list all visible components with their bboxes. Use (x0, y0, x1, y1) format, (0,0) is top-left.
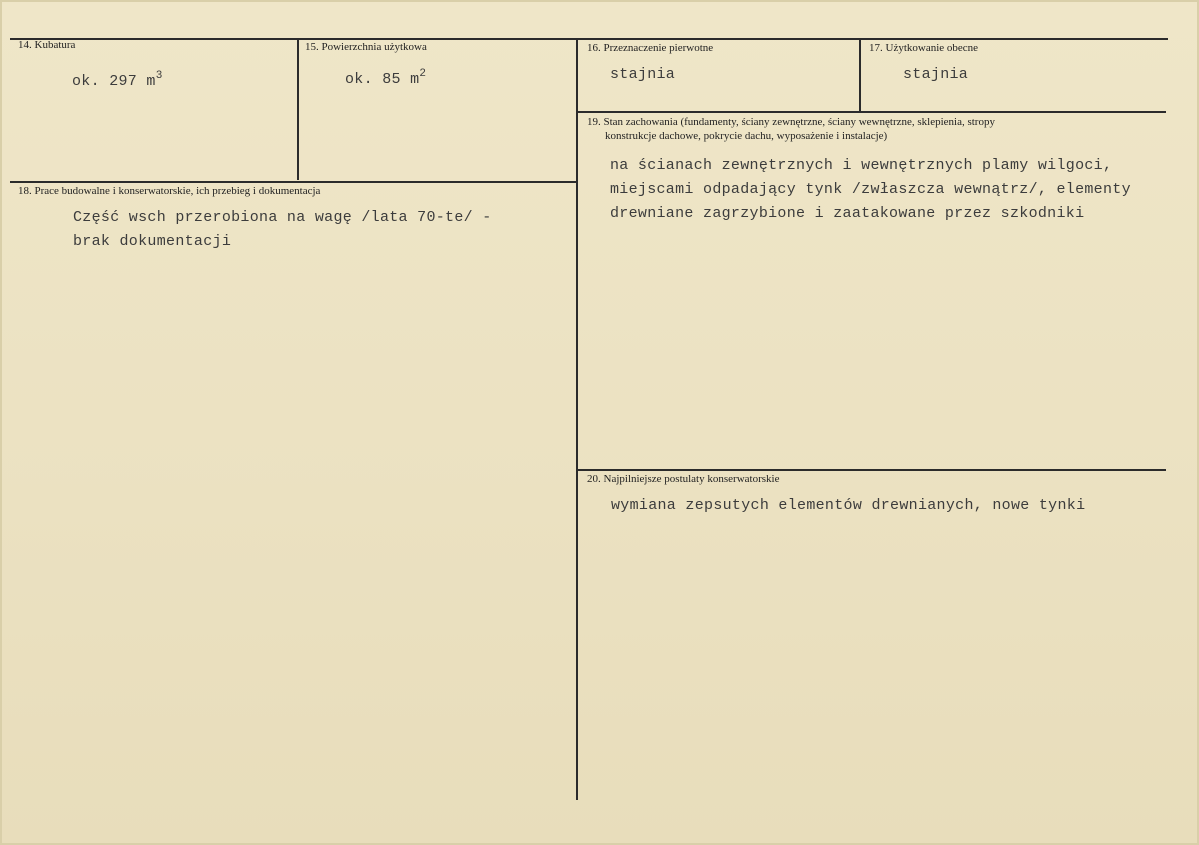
divider-14-15 (297, 38, 299, 180)
rule-below-16-17 (578, 111, 1166, 113)
field-17-label: 17. Użytkowanie obecne (869, 42, 979, 54)
field-19-line-3: drewniane zagrzybione i zaatakowane przez szkodniki (610, 205, 1085, 222)
field-19-line-2: miejscami odpadający tynk /zwłaszcza wewnątrz/, elementy (610, 181, 1131, 198)
field-15-unit-sup: 2 (419, 68, 427, 80)
field-19-label-line-1: 19. Stan zachowania (fundamenty, ściany zewnętrzne, ściany wewnętrzne, sklepienia, stropy (587, 116, 995, 128)
field-18-line-2: brak dokumentacji (73, 233, 232, 250)
rule-below-19 (578, 469, 1166, 471)
field-19-label-line-2: konstrukcje dachowe, pokrycie dachu, wyposażenie i instalacje) (605, 130, 888, 142)
field-14-unit-sup: 3 (155, 70, 163, 82)
rule-below-14-15 (10, 181, 576, 183)
field-15-value-text: ok. 85 m (345, 71, 420, 88)
field-19-line-1: na ścianach zewnętrznych i wewnętrznych plamy wilgoci, (610, 157, 1113, 174)
divider-16-17 (859, 38, 861, 112)
field-18-label: 18. Prace budowalne i konserwatorskie, ich przebieg i dokumentacja (18, 185, 321, 197)
field-14-value-text: ok. 297 m (72, 73, 156, 90)
field-17-value: stajnia (903, 66, 969, 83)
field-14-label: 14. Kubatura (18, 39, 76, 51)
top-rule (10, 38, 1168, 40)
field-20-line-1: wymiana zepsutych elementów drewnianych, nowe tynki (611, 497, 1086, 514)
field-16-value: stajnia (610, 66, 676, 83)
center-divider (576, 38, 578, 800)
field-20-label: 20. Najpilniejsze postulaty konserwatorskie (587, 473, 780, 485)
field-14-value (72, 70, 163, 90)
field-16-label: 16. Przeznaczenie pierwotne (587, 42, 714, 54)
field-18-line-1: Część wsch przerobiona na wagę /lata 70-te/ - (73, 209, 492, 226)
field-15-label: 15. Powierzchnia użytkowa (305, 41, 427, 53)
field-15-value (345, 68, 426, 88)
